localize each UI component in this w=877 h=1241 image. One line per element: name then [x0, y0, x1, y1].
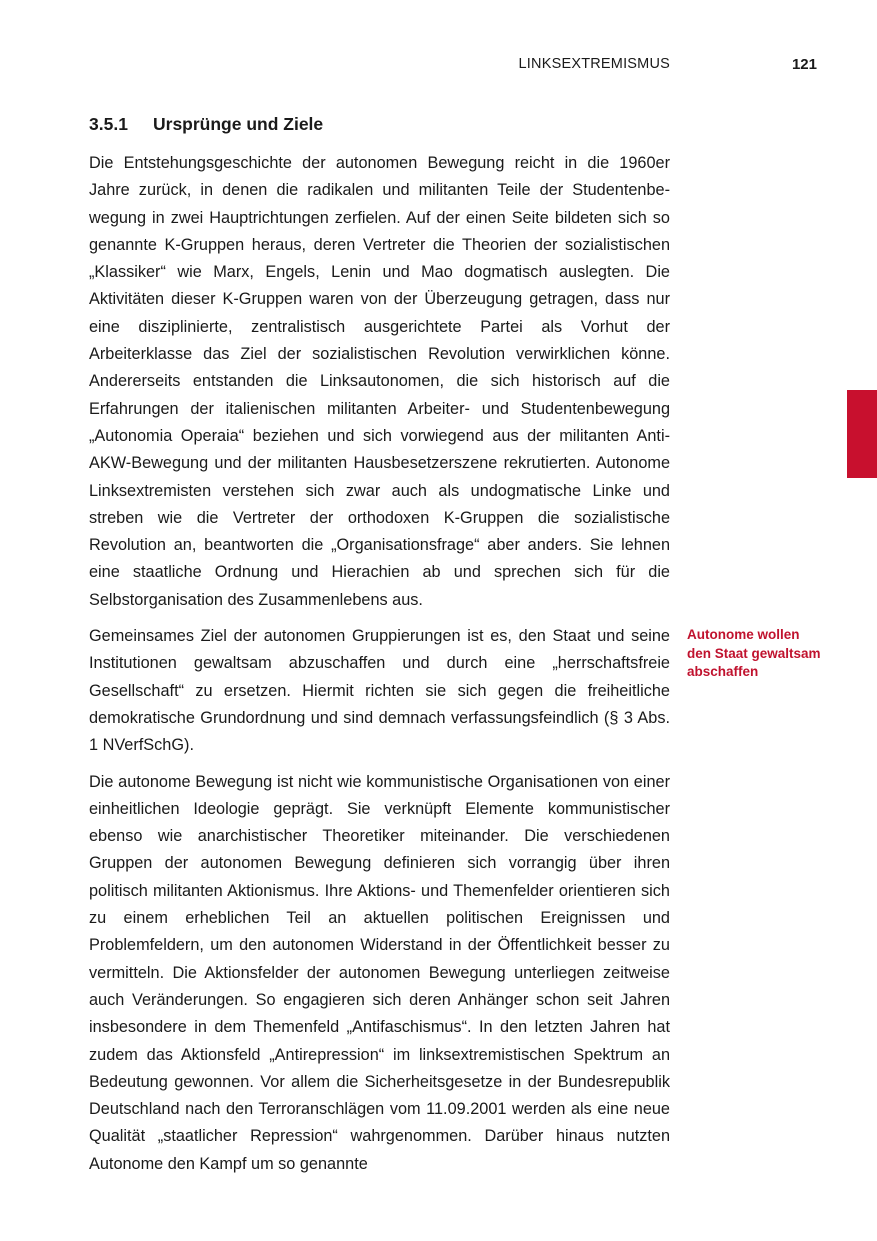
running-title: LINKSEXTREMISMUS: [518, 56, 670, 72]
section-number: 3.5.1: [89, 114, 128, 134]
marginal-note: Autonome wollen den Staat gewaltsam abschaffen: [687, 627, 821, 679]
chapter-thumb-tab: [847, 390, 877, 478]
page-number: 121: [791, 56, 817, 73]
paragraph-1: Die Entstehungsgeschichte der autonomen Bewegung reicht in die 1960er Jahre zurück, in denen die radikalen und militanten Teile der Studentenbewegung in zwei Hauptrichtungen zerfielen. Auf der einen Seite bildeten sich so genannte K-Gruppen heraus, deren Vertreter die Theorien der sozialistischen „Klassiker“ wie Marx, Engels, Lenin und Mao dogmatisch auslegten. Die Aktivitäten dieser K-Gruppen waren von der Überzeugung getragen, dass nur eine disziplinierte, zentralistisch ausgerichtete Partei als Vorhut der Arbeiterklasse das Ziel der sozialistischen Revolution verwirklichen könne. Andererseits entstanden die Linksautonomen, die sich historisch auf die Erfahrungen der italienischen militanten Arbeiter- und Studentenbewegung „Autonomia Operaia“ beziehen und sich vorwiegend aus der militanten Anti-AKW-Bewegung und der militanten Hausbesetzerszene rekrutierten. Autonome Linksextremisten verstehen sich zwar auch als undogmatische Linke und streben wie die Vertreter der orthodoxen K-Gruppen die sozialistische Revolution an, beantworten die „Organisationsfrage“ aber anders. Sie lehnen eine staatliche Ordnung und Hierachien ab und sprechen sich für die Selbstorganisation des Zusammenlebens aus.: [89, 154, 670, 609]
section-heading: [89, 114, 323, 135]
paragraph-3: Die autonome Bewegung ist nicht wie kommunistische Organisationen von einer einheitlichen Ideologie geprägt. Sie verknüpft Elemente kommunistischer ebenso wie anarchistischer Theoretiker miteinander. Die verschiedenen Gruppen der autonomen Bewegung definieren sich vorrangig über ihren politisch militanten Aktionismus. Ihre Aktions- und Themenfelder orientieren sich zu einem erheblichen Teil an aktuellen politischen Ereignissen und Problemfeldern, um den autonomen Widerstand in der Öffentlichkeit besser zu vermitteln. Die Aktionsfelder der autonomen Bewegung unterliegen zeitweise auch Veränderungen. So engagieren sich deren Anhänger schon seit Jahren insbesondere in dem Themenfeld „Antifaschismus“. In den letzten Jahren hat zudem das Aktionsfeld „Antirepression“ im linksextremistischen Spektrum an Bedeutung gewonnen. Vor allem die Sicherheitsgesetze in der Bundesrepublik Deutschland nach den Terroranschlägen vom 11.09.2001 werden als eine neue Qualität „staatlicher Repression“ wahrgenommen. Darüber hinaus nutzten Autonome den Kampf um so genannte: [89, 772, 670, 1173]
section-title: Ursprünge und Ziele: [153, 114, 324, 134]
body-text: [89, 150, 670, 1187]
running-header: [0, 56, 877, 78]
paragraph-2: Gemeinsames Ziel der autonomen Gruppierungen ist es, den Staat und seine Institutionen gewaltsam abzuschaffen und durch eine „herrschaftsfreie Gesellschaft“ zu ersetzen. Hiermit richten sie sich gegen die freiheitliche demokratische Grundordnung und sind demnach verfassungsfeindlich (§ 3 Abs. 1 NVerfSchG).: [89, 627, 670, 755]
